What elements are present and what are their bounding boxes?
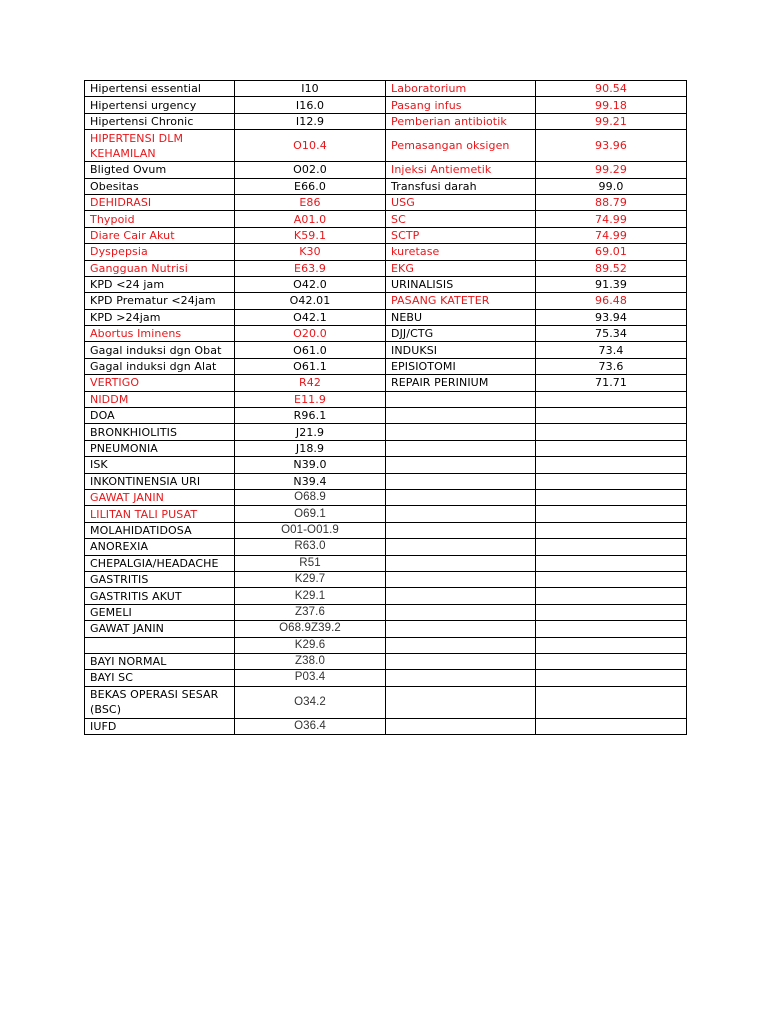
icd-code-cell: E66.0 <box>235 178 386 194</box>
procedure-cell: Pemberian antibiotik <box>386 113 536 129</box>
procedure-code-cell: 73.6 <box>536 358 687 374</box>
procedure-code-cell: 74.99 <box>536 211 687 227</box>
diagnosis-cell: BAYI NORMAL <box>85 653 235 669</box>
icd-code-cell: I12.9 <box>235 113 386 129</box>
procedure-cell: EPISIOTOMI <box>386 358 536 374</box>
diagnosis-cell: GAWAT JANIN <box>85 489 235 505</box>
procedure-cell <box>386 686 536 718</box>
diagnosis-cell: GAWAT JANIN <box>85 621 235 637</box>
procedure-cell: Pasang infus <box>386 97 536 113</box>
diagnosis-cell: PNEUMONIA <box>85 440 235 456</box>
procedure-cell <box>386 522 536 538</box>
procedure-code-cell <box>536 718 687 734</box>
procedure-code-cell <box>536 457 687 473</box>
icd-code-cell: K29.7 <box>235 571 386 587</box>
diagnosis-cell: Gangguan Nutrisi <box>85 260 235 276</box>
diagnosis-cell: IUFD <box>85 718 235 734</box>
table-row <box>85 408 687 424</box>
procedure-cell: INDUKSI <box>386 342 536 358</box>
table-row <box>85 326 687 342</box>
procedure-code-cell: 99.0 <box>536 178 687 194</box>
procedure-cell <box>386 424 536 440</box>
icd-code-cell: R96.1 <box>235 408 386 424</box>
procedure-cell <box>386 408 536 424</box>
table-row <box>85 97 687 113</box>
icd-code-cell: O68.9 <box>235 489 386 505</box>
table-row <box>85 588 687 604</box>
code-table <box>84 80 687 735</box>
table-row <box>85 424 687 440</box>
diagnosis-cell: BAYI SC <box>85 670 235 686</box>
procedure-cell: PASANG KATETER <box>386 293 536 309</box>
procedure-cell <box>386 670 536 686</box>
table-row <box>85 162 687 178</box>
diagnosis-cell: KPD <24 jam <box>85 276 235 292</box>
icd-code-cell: Z38.0 <box>235 653 386 669</box>
diagnosis-cell: CHEPALGIA/HEADACHE <box>85 555 235 571</box>
table-row <box>85 440 687 456</box>
diagnosis-cell: ANOREXIA <box>85 539 235 555</box>
procedure-cell: URINALISIS <box>386 276 536 292</box>
table-row <box>85 375 687 391</box>
icd-code-cell: O02.0 <box>235 162 386 178</box>
table-row <box>85 555 687 571</box>
diagnosis-cell: Hipertensi Chronic <box>85 113 235 129</box>
procedure-cell <box>386 391 536 407</box>
icd-code-cell: R51 <box>235 555 386 571</box>
procedure-cell: NEBU <box>386 309 536 325</box>
procedure-cell <box>386 637 536 653</box>
table-row <box>85 342 687 358</box>
procedure-code-cell: 75.34 <box>536 326 687 342</box>
icd-code-cell: E86 <box>235 194 386 210</box>
icd-code-cell: O61.1 <box>235 358 386 374</box>
diagnosis-cell: MOLAHIDATIDOSA <box>85 522 235 538</box>
procedure-code-cell <box>536 391 687 407</box>
icd-code-cell: O42.0 <box>235 276 386 292</box>
procedure-code-cell <box>536 408 687 424</box>
procedure-code-cell: 91.39 <box>536 276 687 292</box>
procedure-code-cell <box>536 670 687 686</box>
procedure-cell <box>386 571 536 587</box>
table-row <box>85 473 687 489</box>
procedure-cell <box>386 588 536 604</box>
procedure-code-cell: 89.52 <box>536 260 687 276</box>
table-row <box>85 227 687 243</box>
procedure-cell <box>386 555 536 571</box>
icd-code-cell: A01.0 <box>235 211 386 227</box>
procedure-code-cell <box>536 539 687 555</box>
table-row <box>85 244 687 260</box>
icd-code-cell: O61.0 <box>235 342 386 358</box>
icd-code-cell: O42.1 <box>235 309 386 325</box>
icd-code-cell: N39.0 <box>235 457 386 473</box>
procedure-cell <box>386 539 536 555</box>
icd-code-cell: R42 <box>235 375 386 391</box>
procedure-code-cell <box>536 440 687 456</box>
icd-code-cell: K29.6 <box>235 637 386 653</box>
table-row <box>85 81 687 97</box>
diagnosis-cell: LILITAN TALI PUSAT <box>85 506 235 522</box>
diagnosis-cell: Hipertensi urgency <box>85 97 235 113</box>
table-row <box>85 358 687 374</box>
icd-code-cell: O36.4 <box>235 718 386 734</box>
table-row <box>85 686 687 718</box>
table-row <box>85 522 687 538</box>
procedure-code-cell: 96.48 <box>536 293 687 309</box>
icd-code-cell: P03.4 <box>235 670 386 686</box>
table-row <box>85 604 687 620</box>
procedure-code-cell: 99.21 <box>536 113 687 129</box>
procedure-code-cell: 74.99 <box>536 227 687 243</box>
procedure-cell: EKG <box>386 260 536 276</box>
diagnosis-cell: HIPERTENSI DLM KEHAMILAN <box>85 130 235 162</box>
procedure-code-cell <box>536 489 687 505</box>
procedure-code-cell: 93.96 <box>536 130 687 162</box>
procedure-code-cell <box>536 571 687 587</box>
procedure-code-cell: 71.71 <box>536 375 687 391</box>
icd-code-cell: O01-O01.9 <box>235 522 386 538</box>
table-row <box>85 130 687 162</box>
icd-code-cell: Z37.6 <box>235 604 386 620</box>
table-row <box>85 653 687 669</box>
diagnosis-cell: Obesitas <box>85 178 235 194</box>
diagnosis-cell: GASTRITIS AKUT <box>85 588 235 604</box>
procedure-code-cell <box>536 686 687 718</box>
procedure-cell: SCTP <box>386 227 536 243</box>
icd-code-cell: O69.1 <box>235 506 386 522</box>
icd-code-cell: I16.0 <box>235 97 386 113</box>
table-row <box>85 621 687 637</box>
procedure-code-cell <box>536 588 687 604</box>
diagnosis-cell: VERTIGO <box>85 375 235 391</box>
icd-code-cell: O20.0 <box>235 326 386 342</box>
diagnosis-cell: BEKAS OPERASI SESAR (BSC) <box>85 686 235 718</box>
icd-code-cell: O10.4 <box>235 130 386 162</box>
procedure-code-cell: 90.54 <box>536 81 687 97</box>
procedure-cell <box>386 457 536 473</box>
diagnosis-cell: Gagal induksi dgn Obat <box>85 342 235 358</box>
procedure-code-cell: 69.01 <box>536 244 687 260</box>
procedure-cell: Transfusi darah <box>386 178 536 194</box>
diagnosis-cell: ISK <box>85 457 235 473</box>
procedure-code-cell: 93.94 <box>536 309 687 325</box>
diagnosis-cell: Gagal induksi dgn Alat <box>85 358 235 374</box>
icd-code-cell: O42.01 <box>235 293 386 309</box>
table-row <box>85 276 687 292</box>
icd-code-cell: E63.9 <box>235 260 386 276</box>
procedure-cell <box>386 506 536 522</box>
procedure-cell: Pemasangan oksigen <box>386 130 536 162</box>
code-table-body <box>85 81 687 735</box>
procedure-code-cell <box>536 621 687 637</box>
procedure-cell <box>386 604 536 620</box>
diagnosis-cell: Dyspepsia <box>85 244 235 260</box>
diagnosis-cell: NIDDM <box>85 391 235 407</box>
diagnosis-cell: INKONTINENSIA URI <box>85 473 235 489</box>
diagnosis-cell: DEHIDRASI <box>85 194 235 210</box>
procedure-code-cell: 99.18 <box>536 97 687 113</box>
icd-code-cell: O34.2 <box>235 686 386 718</box>
procedure-cell: REPAIR PERINIUM <box>386 375 536 391</box>
icd-code-cell: K29.1 <box>235 588 386 604</box>
procedure-code-cell: 88.79 <box>536 194 687 210</box>
procedure-code-cell <box>536 473 687 489</box>
procedure-cell: Injeksi Antiemetik <box>386 162 536 178</box>
procedure-code-cell <box>536 522 687 538</box>
procedure-code-cell <box>536 424 687 440</box>
icd-code-cell: J21.9 <box>235 424 386 440</box>
table-row <box>85 637 687 653</box>
procedure-cell <box>386 489 536 505</box>
procedure-code-cell <box>536 555 687 571</box>
table-row <box>85 260 687 276</box>
procedure-cell: SC <box>386 211 536 227</box>
table-row <box>85 113 687 129</box>
procedure-cell <box>386 718 536 734</box>
table-row <box>85 718 687 734</box>
procedure-cell <box>386 621 536 637</box>
diagnosis-cell: Bligted Ovum <box>85 162 235 178</box>
diagnosis-cell: GEMELI <box>85 604 235 620</box>
icd-code-cell: I10 <box>235 81 386 97</box>
icd-code-cell: R63.0 <box>235 539 386 555</box>
procedure-code-cell: 73.4 <box>536 342 687 358</box>
diagnosis-cell: Hipertensi essential <box>85 81 235 97</box>
procedure-cell: USG <box>386 194 536 210</box>
procedure-code-cell <box>536 604 687 620</box>
diagnosis-cell: Abortus Iminens <box>85 326 235 342</box>
diagnosis-cell: DOA <box>85 408 235 424</box>
procedure-cell <box>386 440 536 456</box>
icd-code-cell: J18.9 <box>235 440 386 456</box>
diagnosis-cell: Thypoid <box>85 211 235 227</box>
diagnosis-cell: Diare Cair Akut <box>85 227 235 243</box>
table-row <box>85 194 687 210</box>
procedure-cell: kuretase <box>386 244 536 260</box>
table-row <box>85 457 687 473</box>
table-row <box>85 293 687 309</box>
table-row <box>85 489 687 505</box>
procedure-code-cell <box>536 637 687 653</box>
table-row <box>85 571 687 587</box>
table-row <box>85 309 687 325</box>
diagnosis-cell: BRONKHIOLITIS <box>85 424 235 440</box>
procedure-cell: Laboratorium <box>386 81 536 97</box>
procedure-code-cell <box>536 653 687 669</box>
table-row <box>85 670 687 686</box>
icd-code-cell: O68.9Z39.2 <box>235 621 386 637</box>
diagnosis-cell: GASTRITIS <box>85 571 235 587</box>
table-row <box>85 539 687 555</box>
icd-code-cell: K30 <box>235 244 386 260</box>
procedure-cell <box>386 473 536 489</box>
procedure-cell: DJJ/CTG <box>386 326 536 342</box>
icd-code-cell: E11.9 <box>235 391 386 407</box>
diagnosis-cell: KPD >24jam <box>85 309 235 325</box>
table-row <box>85 178 687 194</box>
diagnosis-cell: KPD Prematur <24jam <box>85 293 235 309</box>
icd-code-cell: K59.1 <box>235 227 386 243</box>
table-row <box>85 506 687 522</box>
diagnosis-cell <box>85 637 235 653</box>
code-table-sheet <box>84 80 687 735</box>
procedure-code-cell <box>536 506 687 522</box>
table-row <box>85 211 687 227</box>
procedure-cell <box>386 653 536 669</box>
icd-code-cell: N39.4 <box>235 473 386 489</box>
table-row <box>85 391 687 407</box>
procedure-code-cell: 99.29 <box>536 162 687 178</box>
